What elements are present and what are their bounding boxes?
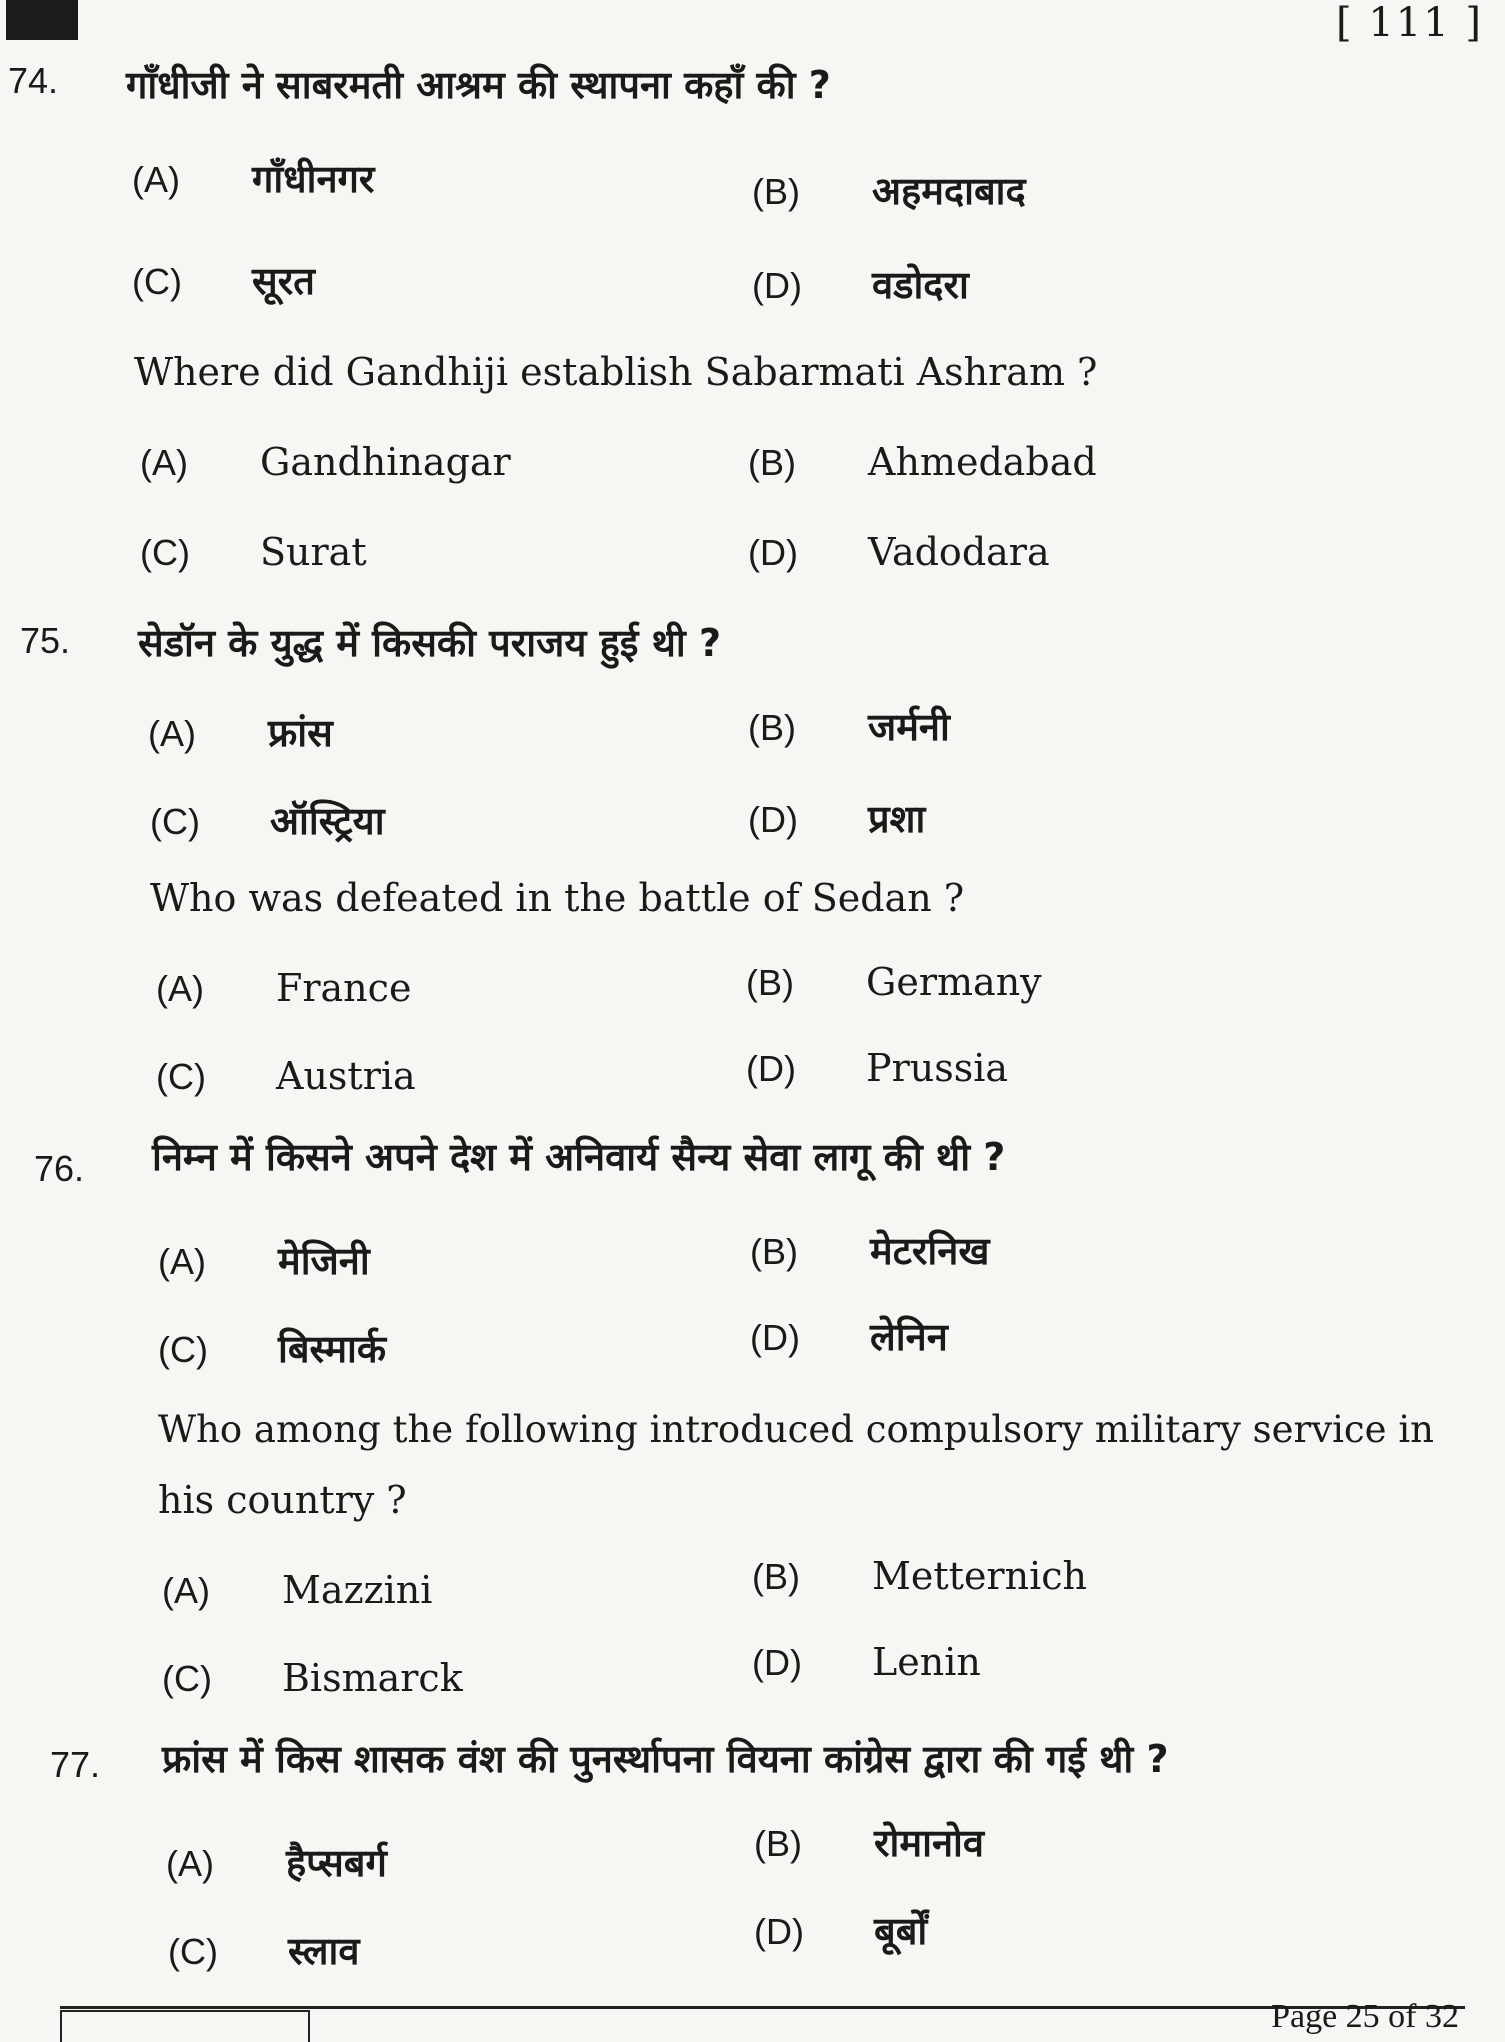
option: (D) Lenin [752,1640,981,1684]
option: (A) फ्रांस [148,711,333,755]
question-number: 77. [50,1744,101,1785]
option: (B) Metternich [752,1554,1087,1598]
option: (D) Vadodara [748,530,1050,574]
question-text-hindi: सेडॉन के युद्ध में किसकी पराजय हुई थी ? [138,621,722,665]
question-number: 74. [8,60,59,101]
question-number: 76. [34,1148,85,1189]
page-number: Page 25 of 32 [1271,1998,1459,2035]
option: (A) गाँधीनगर [132,157,375,201]
option: (B) Ahmedabad [748,440,1097,484]
footer-code-box [60,2010,310,2042]
option: (D) Prussia [746,1046,1009,1090]
option: (C) Austria [156,1054,416,1098]
question-text-english: Where did Gandhiji establish Sabarmati Ashram ? [134,350,1098,394]
question-text-english: Who among the following introduced compulsory military service in [158,1408,1434,1451]
option: (C) स्लाव [168,1929,360,1973]
option: (B) जर्मनी [748,705,950,749]
option: (C) सूरत [132,259,315,303]
option: (B) अहमदाबाद [752,169,1026,213]
option: (C) Bismarck [162,1656,463,1700]
option: (A) France [156,966,412,1010]
question-text-hindi: फ्रांस में किस शासक वंश की पुनर्स्थापना वियना कांग्रेस द्वारा की गई थी ? [162,1737,1169,1781]
option: (B) रोमानोव [754,1821,985,1865]
question-text-english-continued: his country ? [158,1478,407,1522]
option: (A) Mazzini [162,1568,433,1612]
option: (B) मेटरनिख [750,1229,990,1273]
question-text-hindi: गाँधीजी ने साबरमती आश्रम की स्थापना कहाँ की ? [126,63,831,107]
option: (D) प्रशा [748,797,926,841]
footer-rule [60,2006,1465,2009]
option: (B) Germany [746,960,1042,1004]
option: (C) बिस्मार्क [158,1327,387,1371]
corner-marker [6,0,78,40]
option: (D) लेनिन [750,1315,948,1359]
option: (C) ऑस्ट्रिया [150,799,385,843]
option: (D) वडोदरा [752,263,969,307]
option: (A) मेजिनी [158,1239,370,1283]
page-code: [ 111 ] [1336,0,1483,46]
option: (A) हैप्सबर्ग [166,1841,387,1885]
option: (C) Surat [140,530,367,574]
question-text-english: Who was defeated in the battle of Sedan ? [150,876,965,920]
question-text-hindi: निम्न में किसने अपने देश में अनिवार्य सैन्य सेवा लागू की थी ? [152,1135,1006,1179]
question-number: 75. [20,620,71,661]
option: (D) बूर्बों [754,1909,928,1953]
option: (A) Gandhinagar [140,440,511,484]
